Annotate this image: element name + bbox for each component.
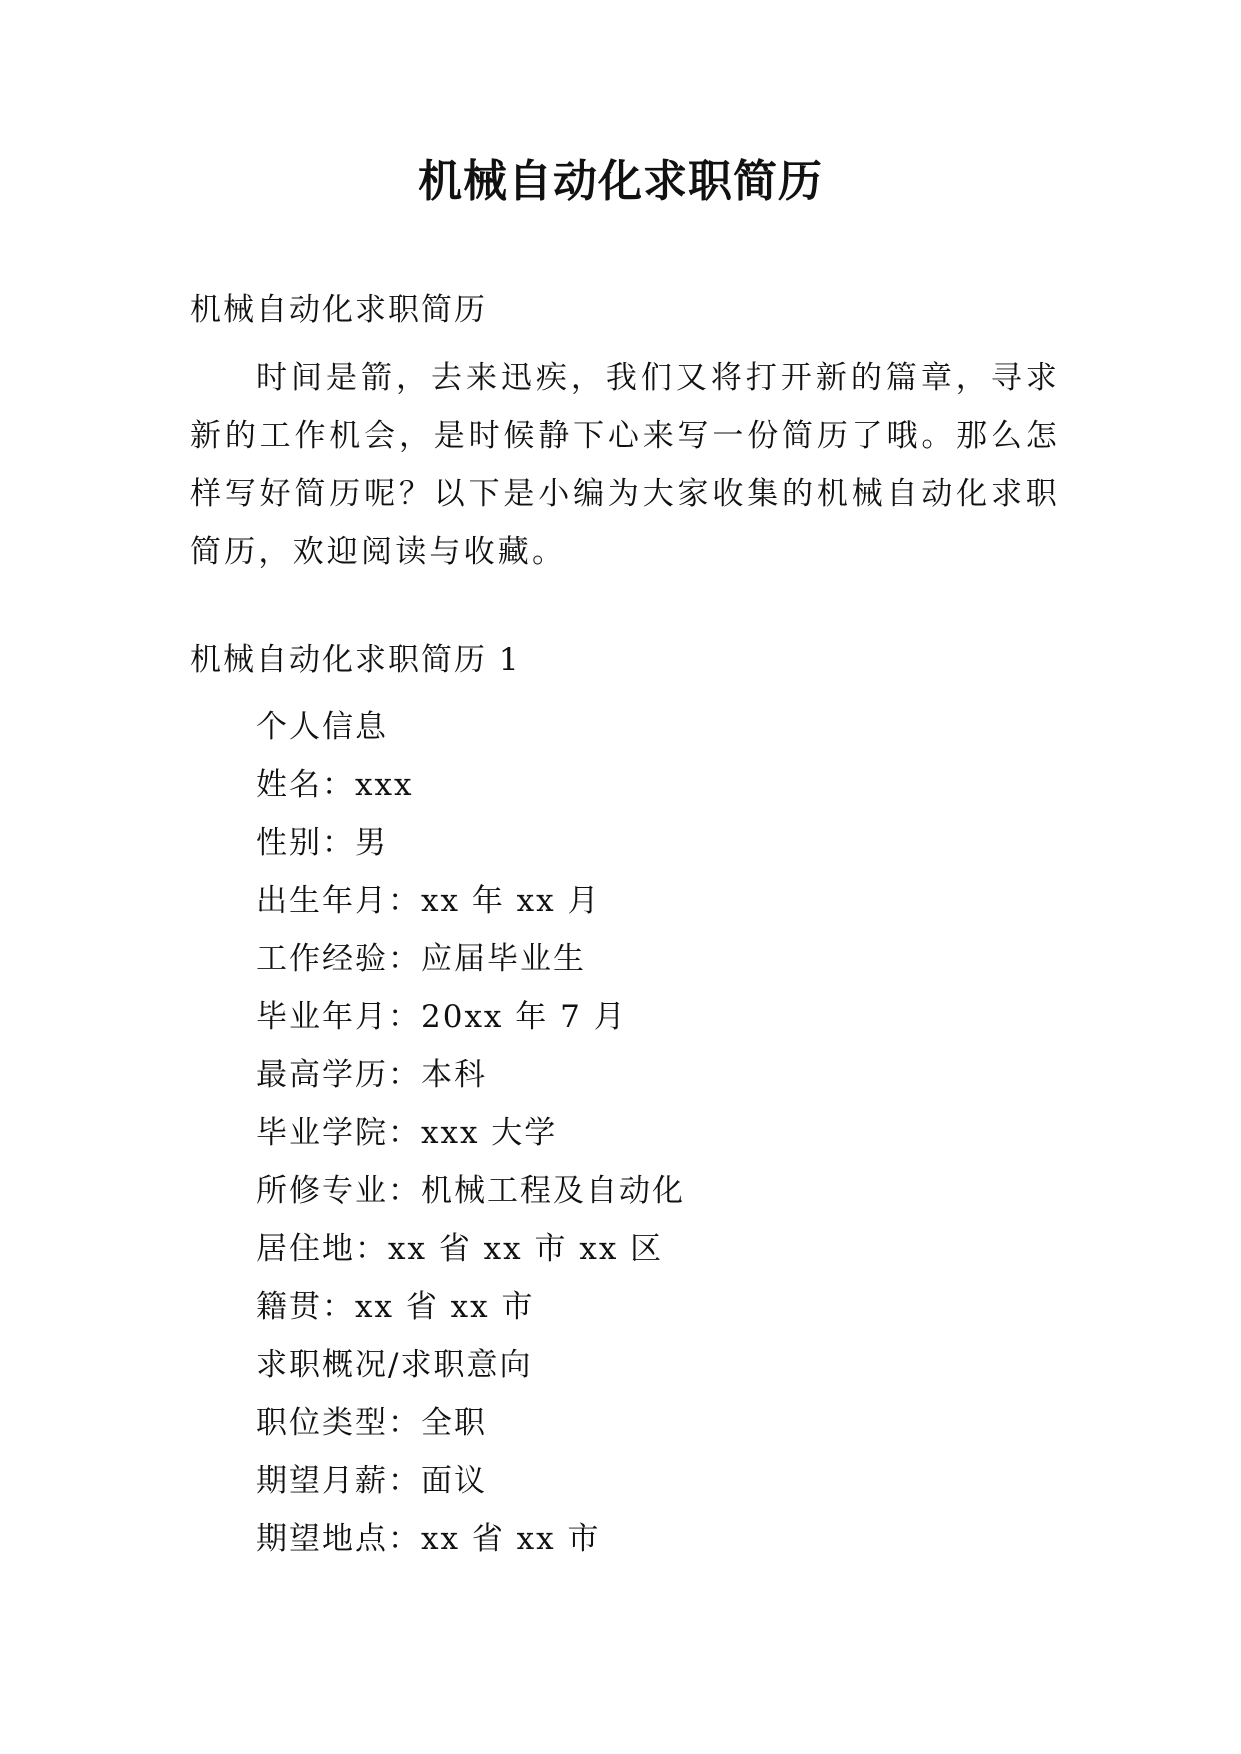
info-line-job-type: 职位类型：全职 (256, 1405, 487, 1441)
info-line-name: 姓名：xxx (256, 767, 414, 803)
personal-info-list (256, 698, 685, 1568)
info-line-section-personal: 个人信息 (256, 709, 388, 745)
info-line-school: 毕业学院：xxx 大学 (256, 1115, 558, 1151)
info-line-graduation-date: 毕业年月：20xx 年 7 月 (256, 999, 627, 1035)
info-line-education: 最高学历：本科 (256, 1057, 487, 1093)
info-line-expected-location: 期望地点：xx 省 xx 市 (256, 1521, 601, 1557)
info-line-work-experience: 工作经验：应届毕业生 (256, 941, 586, 977)
info-line-section-job-intent: 求职概况/求职意向 (256, 1347, 533, 1383)
section-heading: 机械自动化求职简历 1 (190, 642, 521, 678)
info-line-hometown: 籍贯：xx 省 xx 市 (256, 1289, 535, 1325)
info-line-gender: 性别：男 (256, 825, 388, 861)
info-line-major: 所修专业：机械工程及自动化 (256, 1173, 685, 1209)
document-subtitle: 机械自动化求职简历 (190, 292, 487, 328)
info-line-birth-date: 出生年月：xx 年 xx 月 (256, 883, 601, 919)
document-title: 机械自动化求职简历 (418, 156, 823, 207)
intro-paragraph: 时间是箭，去来迅疾，我们又将打开新的篇章，寻求新的工作机会，是时候静下心来写一份简历了哦。那么怎样写好简历呢？以下是小编为大家收集的机械自动化求职简历，欢迎阅读与收藏。 (190, 360, 1060, 570)
info-line-residence: 居住地：xx 省 xx 市 xx 区 (256, 1231, 664, 1267)
info-line-expected-salary: 期望月薪：面议 (256, 1463, 487, 1499)
